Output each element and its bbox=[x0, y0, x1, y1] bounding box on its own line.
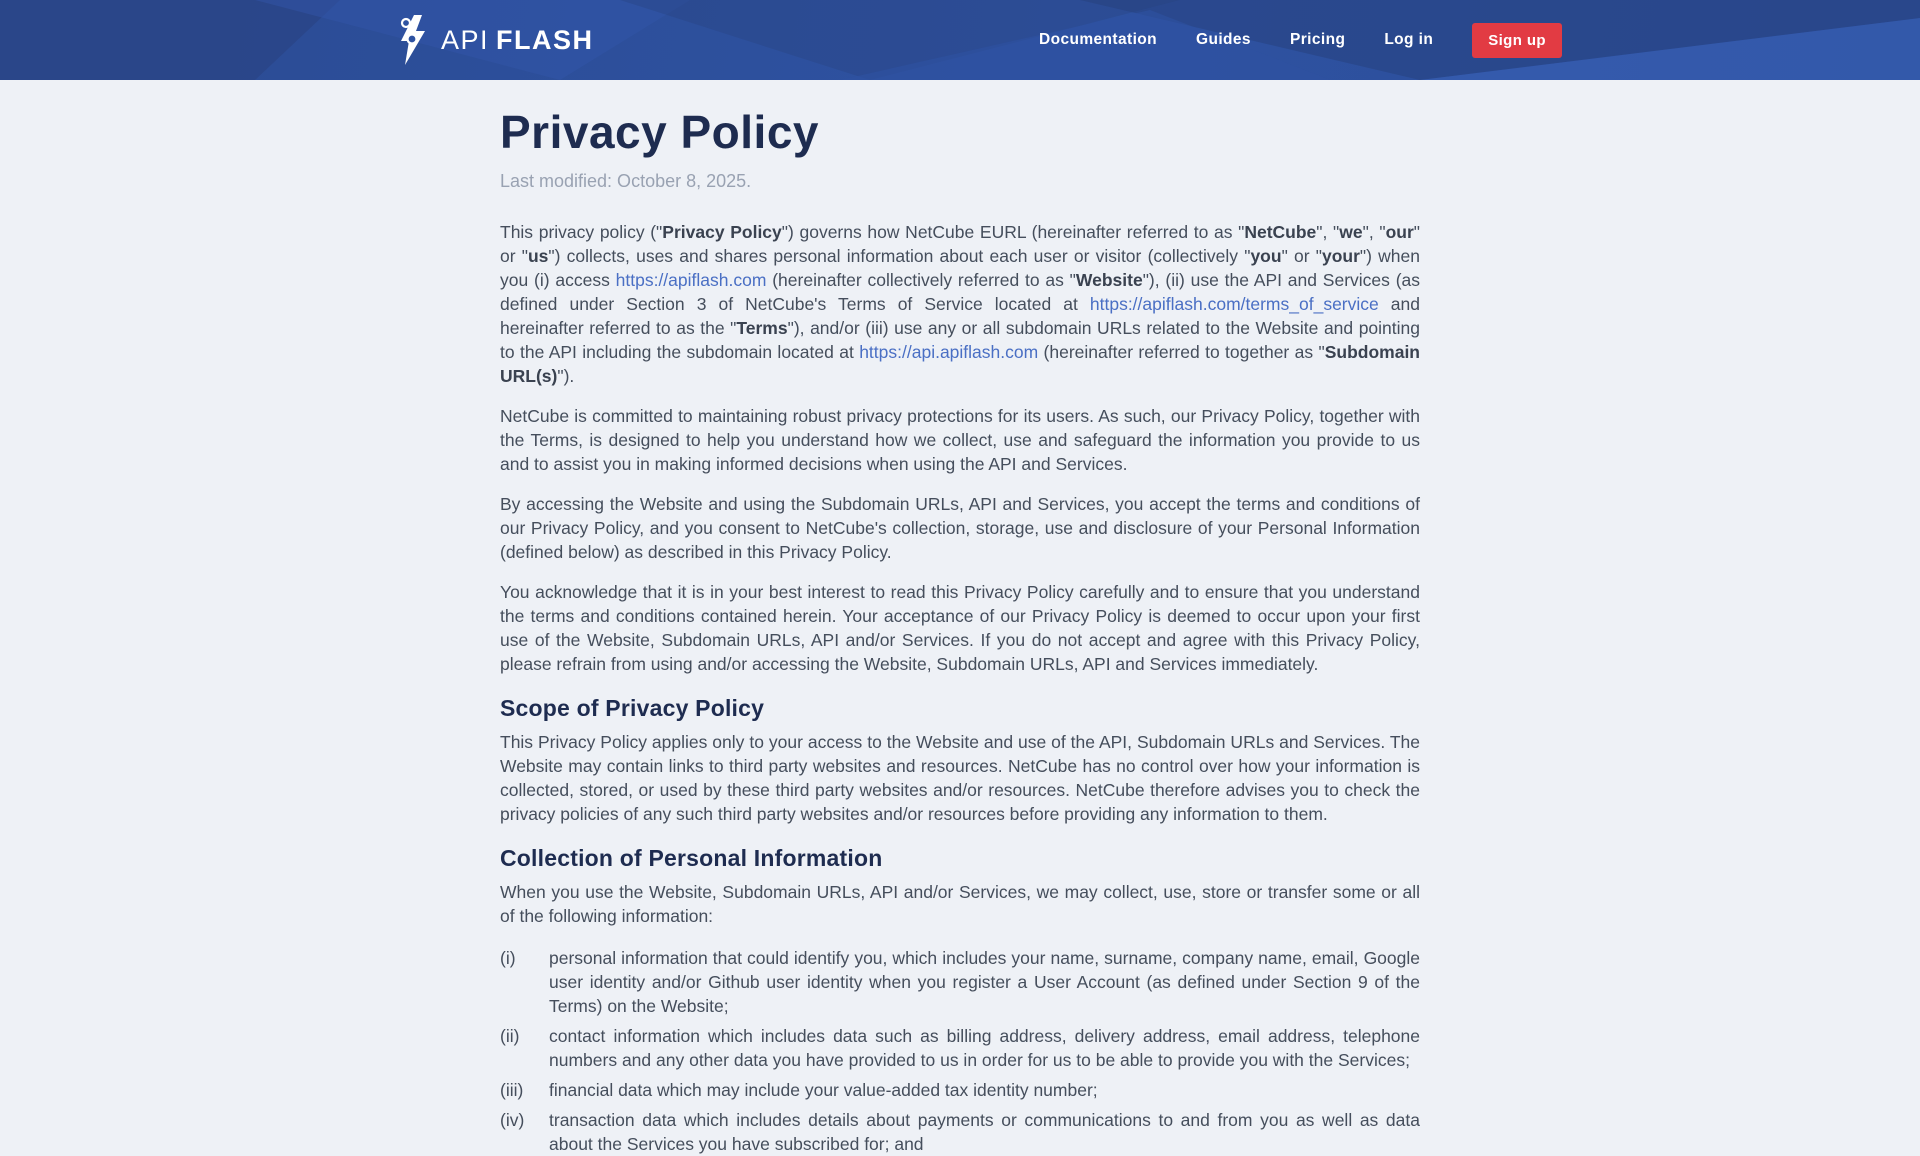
header-nav bbox=[1039, 0, 1562, 80]
inline-link[interactable]: https://apiflash.com/terms_of_service bbox=[1089, 293, 1379, 314]
page-title: Privacy Policy bbox=[500, 106, 819, 158]
logo-text bbox=[441, 25, 594, 56]
policy-content bbox=[500, 106, 1420, 1156]
list-item-text: financial data which may include your value-added tax identity number; bbox=[549, 1079, 1098, 1100]
inline-link[interactable]: https://api.apiflash.com bbox=[859, 341, 1039, 362]
list-item bbox=[500, 946, 1420, 1018]
section-heading: Collection of Personal Information bbox=[500, 844, 883, 871]
nav-link-documentation[interactable]: Documentation bbox=[1039, 31, 1158, 48]
list-marker: (i) bbox=[500, 947, 516, 968]
header bbox=[0, 0, 1920, 80]
bold-term: NetCube bbox=[1244, 221, 1317, 242]
bold-term: our bbox=[1385, 221, 1414, 242]
paragraph: This Privacy Policy applies only to your access to the Website and use of the API, Subdomain URLs and Services. The Website may contain links to third party websites and resources. NetCube has no control over how your information is collected, stored, or used by these third party websites and/or resources. NetCube therefore advises you to check the privacy policies of any such third party websites and/or resources before providing any information to them. bbox=[500, 731, 1420, 824]
policy-body bbox=[500, 220, 1420, 1156]
list-item bbox=[500, 1024, 1420, 1072]
logo[interactable] bbox=[398, 0, 594, 80]
logo-text-api: API bbox=[441, 24, 490, 55]
main-content bbox=[0, 80, 1920, 1156]
bold-term: we bbox=[1339, 221, 1363, 242]
logo-text-flash: FLASH bbox=[496, 24, 594, 55]
bold-term: Subdomain URL(s) bbox=[500, 341, 1420, 386]
paragraph: When you use the Website, Subdomain URLs, API and/or Services, we may collect, use, store or transfer some or all of the following information: bbox=[500, 881, 1420, 926]
list-marker: (ii) bbox=[500, 1025, 520, 1046]
bold-term: your bbox=[1321, 245, 1360, 266]
last-modified: Last modified: October 8, 2025. bbox=[500, 170, 752, 191]
list-marker: (iii) bbox=[500, 1079, 524, 1100]
paragraph: You acknowledge that it is in your best interest to read this Privacy Policy carefully and to ensure that you understand the terms and conditions contained herein. Your acceptance of our Privacy Policy is deemed to occur upon your first use of the Website, Subdomain URLs, API and/or Services. If you do not accept and agree with this Privacy Policy, please refrain from using and/or accessing the Website, Subdomain URLs, API and Services immediately. bbox=[500, 581, 1420, 674]
section-heading: Scope of Privacy Policy bbox=[500, 694, 765, 721]
nav-link-guides[interactable]: Guides bbox=[1196, 31, 1251, 48]
paragraph: This privacy policy ("Privacy Policy") governs how NetCube EURL (hereinafter referred to as "NetCube", "we", "our" or "us") collects, uses and shares personal information about each user or visitor (collectively "you" or "your") when you (i) access https://apiflash.com (hereinafter collectively referred to as "Website"), (ii) use the API and Services (as defined under Section 3 of NetCube's Terms of Service located at https://apiflash.com/terms_of_service and hereinafter referred to as the "Terms"), and/or (iii) use any or all subdomain URLs related to the Website and pointing to the API including the subdomain located at https://api.apiflash.com (hereinafter referred to together as "Subdomain URL(s)"). bbox=[500, 221, 1421, 386]
list-marker: (iv) bbox=[500, 1109, 525, 1130]
list-item bbox=[500, 1078, 1420, 1102]
bold-term: us bbox=[527, 245, 549, 266]
list-item bbox=[500, 1108, 1420, 1156]
nav-link-log-in[interactable]: Log in bbox=[1384, 31, 1434, 48]
list-item-text: transaction data which includes details about payments or communications to and from you as well as data about the Services you have subscribed for; and bbox=[549, 1109, 1420, 1154]
paragraph: NetCube is committed to maintaining robust privacy protections for its users. As such, our Privacy Policy, together with the Terms, is designed to help you understand how we collect, use and safeguard the information you provide to us and to assist you in making informed decisions when using the API and Services. bbox=[500, 405, 1420, 474]
paragraph: By accessing the Website and using the Subdomain URLs, API and Services, you accept the terms and conditions of our Privacy Policy, and you consent to NetCube's collection, storage, use and disclosure of your Personal Information (defined below) as described in this Privacy Policy. bbox=[500, 493, 1420, 562]
inline-link[interactable]: https://apiflash.com bbox=[615, 269, 767, 290]
bold-term: you bbox=[1250, 245, 1282, 266]
header-inner bbox=[0, 0, 1920, 80]
nav-link-pricing[interactable]: Pricing bbox=[1289, 31, 1346, 48]
bold-term: Privacy Policy bbox=[662, 221, 782, 242]
bold-term: Website bbox=[1075, 269, 1143, 290]
list-item-text: personal information that could identify you, which includes your name, surname, company name, email, Google user identity and/or Github user identity when you register a User Account (as defined under Section 9 of the Terms) on the Website; bbox=[549, 947, 1420, 1016]
roman-list bbox=[500, 946, 1420, 1156]
signup-button[interactable]: Sign up bbox=[1472, 23, 1562, 58]
lightning-bolt-icon bbox=[398, 14, 428, 66]
bold-term: Terms bbox=[736, 317, 788, 338]
list-item-text: contact information which includes data such as billing address, delivery address, email address, telephone numbers and any other data you have provided to us in order for us to be able to provide you with the Services; bbox=[549, 1025, 1420, 1070]
